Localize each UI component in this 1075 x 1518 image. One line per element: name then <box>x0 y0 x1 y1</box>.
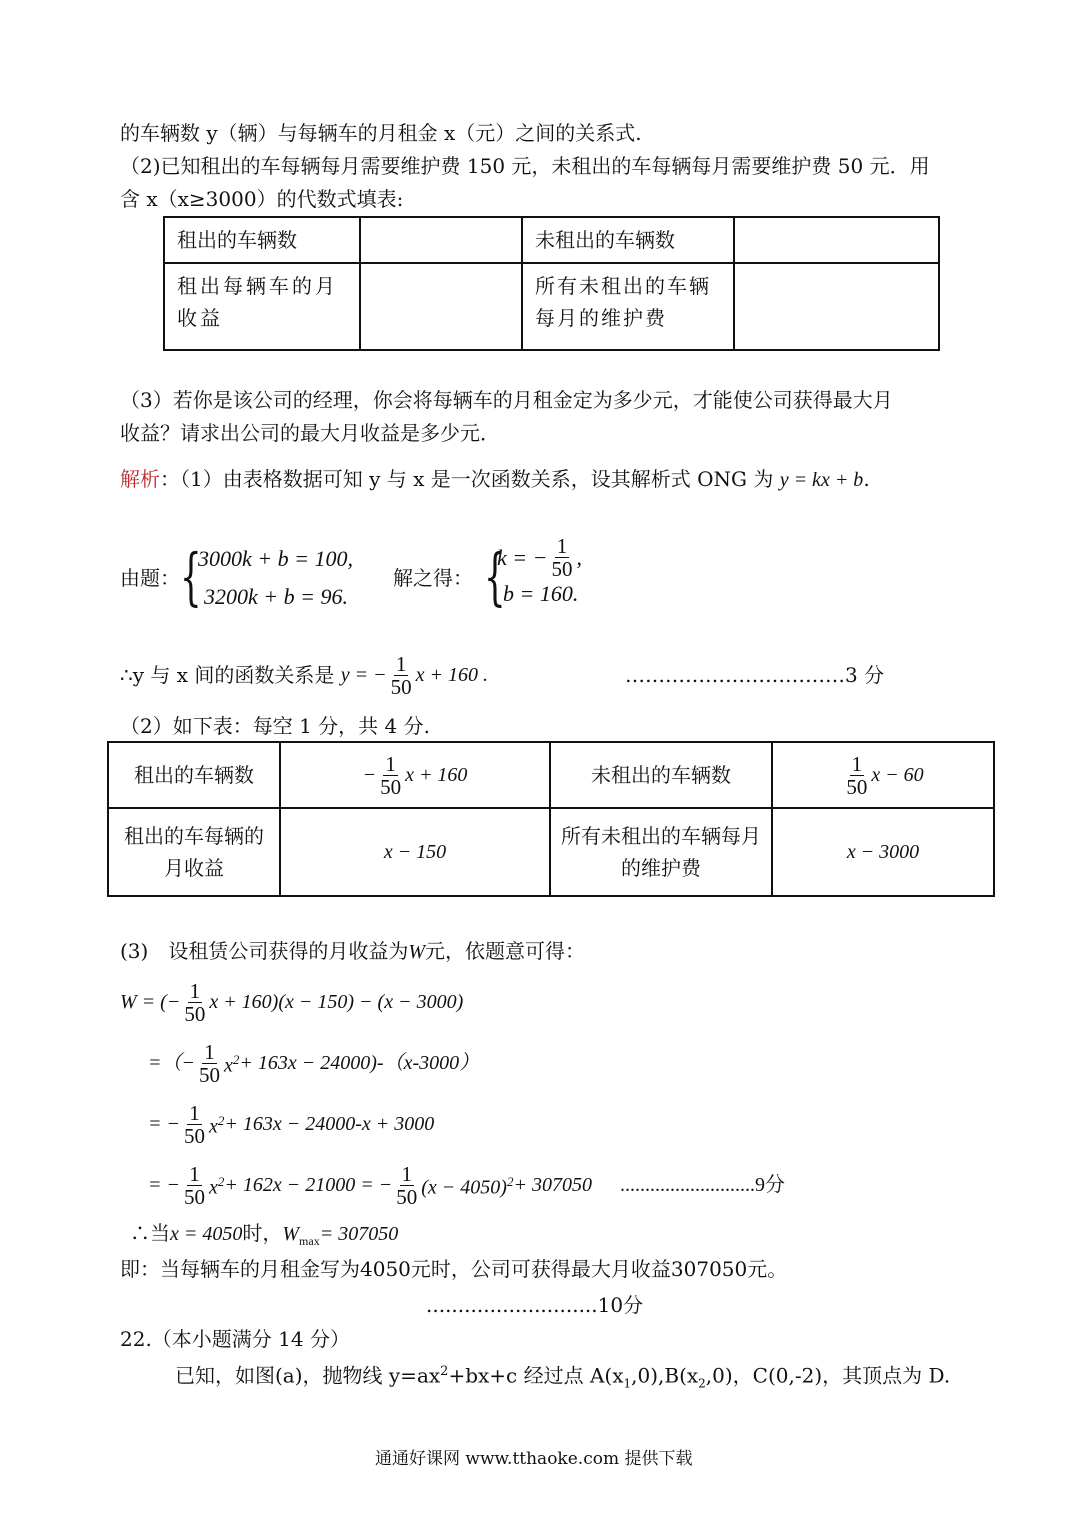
table-cell <box>360 263 522 350</box>
table-cell: 租出的车辆数 <box>164 217 360 263</box>
equation: b = 160. <box>503 581 579 606</box>
equation: k = − <box>497 544 548 570</box>
table-cell: 租出的车每辆的月收益 <box>108 808 280 896</box>
question-heading: 22.（本小题满分 14 分） <box>120 1327 350 1351</box>
text-line: （2）如下表：每空 1 分，共 4 分. <box>120 714 430 738</box>
text-line: （3）若你是该公司的经理，你会将每辆车的月租金定为多少元，才能使公司获得最大月 <box>120 388 893 412</box>
table-cell: 租出每辆车的月收益 <box>164 263 360 350</box>
table-cell: 所有未租出的车辆每月的维护费 <box>550 808 772 896</box>
equation-line: W = (− $\frac{1}{50}$ x + 160)(x − 150) − (x − 3000) <box>120 978 464 1026</box>
left-brace: { <box>484 540 506 613</box>
solve-label: 解之得： <box>393 566 473 590</box>
left-brace: { <box>180 540 202 613</box>
text-line: (3) 设租赁公司获得的月收益为W元，依题意可得： <box>120 939 586 963</box>
text-line: ∴当x = 4050时，$W_{max}= 307050$ <box>130 1221 399 1248</box>
analysis-label: 解析 <box>120 467 160 491</box>
given-label: 由题： <box>120 566 180 590</box>
table-cell: 所有未租出的车辆每月的维护费 <box>522 263 734 350</box>
footer: 通通好课网 www.tthaoke.com 提供下载 <box>375 1449 693 1469</box>
table-cell <box>734 263 939 350</box>
table-cell <box>734 217 939 263</box>
text-line: 即：当每辆车的月租金写为4050元时，公司可获得最大月收益307050元。 <box>120 1257 788 1281</box>
equation: 3000k + b = 100, <box>198 546 353 571</box>
equation-line: = − $\frac{1}{50}$ $x^2$ + 163x − 24000-x + 3000 <box>148 1100 435 1148</box>
table-cell: 租出的车辆数 <box>108 742 280 808</box>
score: ……………………………3 分 <box>625 663 885 687</box>
function-line: ∴y 与 x 间的函数关系是 y = − $\frac{1}{50}$ x + 160 . <box>120 651 488 699</box>
text-line: 收益？请求出公司的最大月收益是多少元． <box>120 421 500 445</box>
formula: y = kx + b <box>779 469 864 491</box>
fraction: $\frac{1}{50}$ <box>551 534 573 581</box>
table-cell: 未租出的车辆数 <box>522 217 734 263</box>
solution-system: k = − $\frac{1}{50}$ , b = 160. <box>497 535 582 616</box>
text-line: （2)已知租出的车每辆每月需要维护费 150 元，未租出的车每辆每月需要维护费 50 元．用 <box>120 154 930 178</box>
answer-table <box>107 741 995 897</box>
equation-line: =（− $\frac{1}{50}$ $x^2$ + 163x − 24000)-（x-3000） <box>148 1039 480 1087</box>
table-cell <box>360 217 522 263</box>
equation-line: = − $\frac{1}{50}$ $x^2$ + 162x − 21000 = − $\frac{1}{50}$ $(x - 4050)^2$ + 307050 ...........................9分 <box>148 1161 785 1209</box>
equation-system <box>198 540 353 616</box>
table-cell: x − 3000 <box>772 808 994 896</box>
analysis-line: 解析：（1）由表格数据可知 y 与 x 是一次函数关系，设其解析式 ONG 为 y = kx + b. <box>120 467 870 491</box>
table-cell: $\frac{1}{50}$ x − 60 <box>772 742 994 808</box>
text-line: 已知，如图(a)，抛物线 $y=ax^2+bx+c$ 经过点 $A(x_1,0),B(x_2,0)$，C(0,-2)，其顶点为 D. <box>175 1363 951 1391</box>
score: ...........................10分 <box>426 1293 644 1317</box>
fraction: $\frac{1}{50}$ <box>390 651 412 699</box>
text-line: 含 x（x≥3000）的代数式填表: <box>120 187 404 211</box>
score: ...........................9分 <box>619 1174 785 1196</box>
text-line: 的车辆数 y（辆）与每辆车的月租金 x（元）之间的关系式. <box>120 121 642 145</box>
table-cell: 未租出的车辆数 <box>550 742 772 808</box>
analysis-text: ：（1）由表格数据可知 y 与 x 是一次函数关系，设其解析式 ONG 为 <box>160 467 774 491</box>
blank-table <box>163 216 940 351</box>
equation: 3200k + b = 96. <box>204 584 348 609</box>
table-cell: x − 150 <box>280 808 550 896</box>
table-cell: − $\frac{1}{50}$ x + 160 <box>280 742 550 808</box>
